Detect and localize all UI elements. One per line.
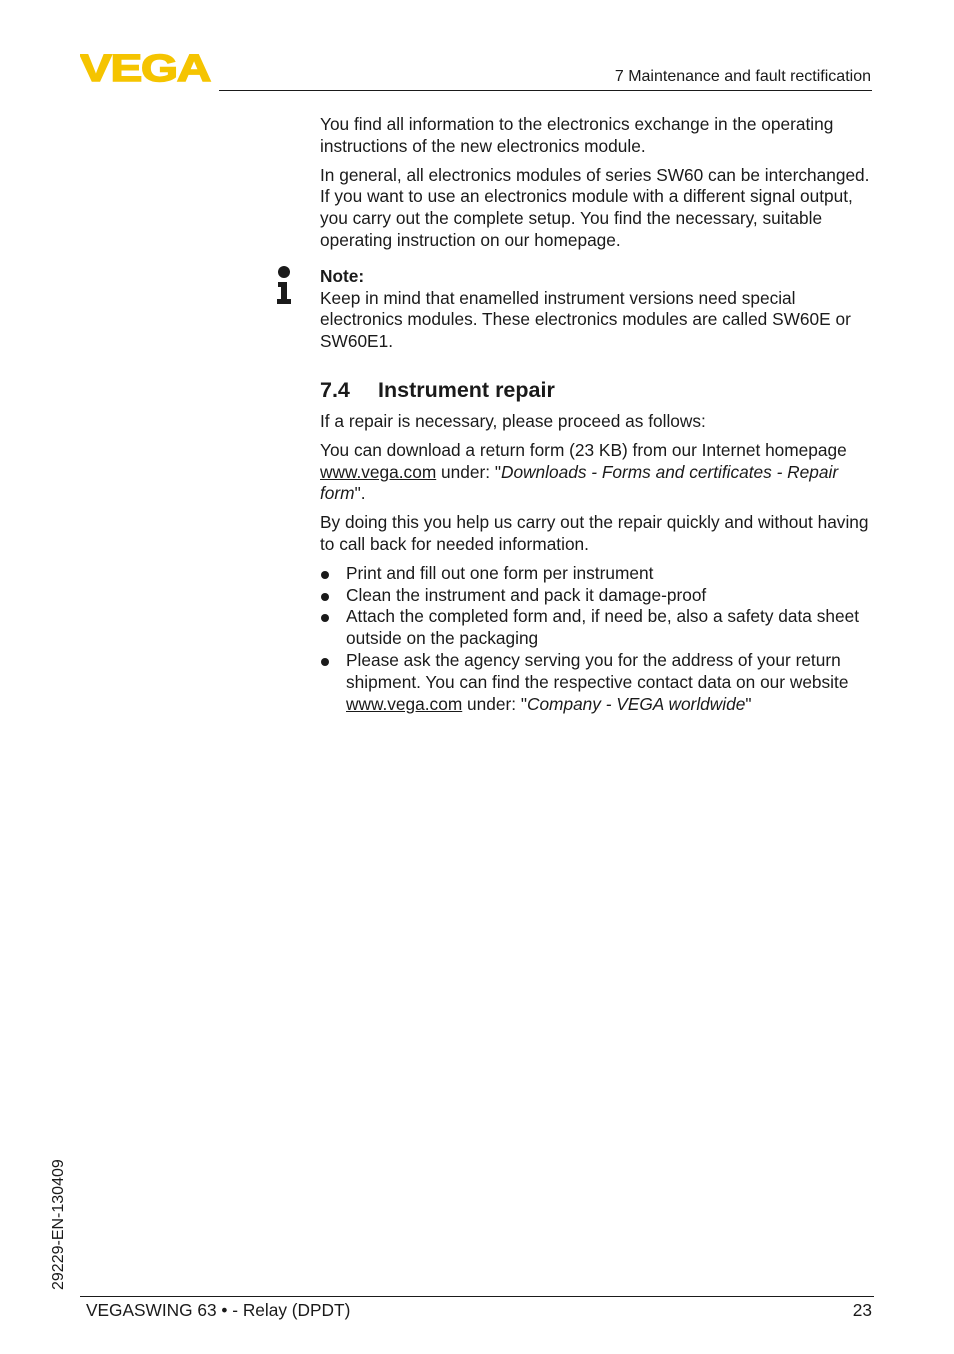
footer-product: VEGASWING 63 • - Relay (DPDT) — [86, 1300, 351, 1320]
header-divider — [219, 90, 872, 91]
list-item: Attach the completed form and, if need be, also a safety data sheet outside on the packaging — [320, 606, 874, 650]
vega-website-link[interactable]: www.vega.com — [346, 693, 463, 714]
note-text: Keep in mind that enamelled instrument versions need special electronics modules. These electronics modules are called SW60E or SW60E1. — [320, 287, 851, 352]
footer-divider — [80, 1296, 874, 1297]
contact-path: Company - VEGA worldwide — [526, 693, 746, 714]
help-paragraph: By doing this you help us carry out the repair quickly and without having to call back for needed information. — [320, 512, 869, 554]
section-title: Instrument repair — [378, 377, 555, 402]
svg-text:VEGA: VEGA — [80, 50, 211, 84]
note-block — [320, 266, 874, 353]
list-item: Clean the instrument and pack it damage-proof — [320, 585, 874, 607]
info-icon — [274, 266, 294, 306]
section-heading — [320, 377, 874, 403]
vega-website-link[interactable]: www.vega.com — [320, 461, 437, 482]
main-content — [320, 114, 874, 715]
download-paragraph: You can download a return form (23 KB) from our Internet homepage www.vega.com under: "Downloads - Forms and certificates - Repair form". — [320, 439, 847, 504]
list-item: Print and fill out one form per instrument — [320, 563, 874, 585]
vega-logo — [80, 50, 212, 84]
note-title: Note: — [320, 265, 365, 286]
download-path: Downloads - Forms and certificates - Repair form — [320, 461, 839, 504]
section-header: 7 Maintenance and fault rectification — [614, 68, 871, 85]
repair-intro: If a repair is necessary, please proceed as follows: — [320, 410, 706, 431]
page-number: 23 — [852, 1300, 872, 1320]
list-item: Please ask the agency serving you for the address of your return shipment. You can find the respective contact data on our website www.vega.com under: "Company - VEGA worldwide" — [320, 650, 874, 715]
repair-steps-list — [320, 563, 874, 716]
section-number: 7.4 — [320, 377, 350, 402]
document-code: 29229-EN-130409 — [50, 1159, 67, 1290]
intro-paragraph-1: You find all information to the electronics exchange in the operating instructions of the new electronics module. — [320, 114, 834, 156]
intro-paragraph-2: In general, all electronics modules of series SW60 can be interchanged. If you want to use an electronics module with a different signal output, you carry out the complete setup. You find the necessary, suitable operating instruction on our homepage. — [320, 164, 870, 250]
